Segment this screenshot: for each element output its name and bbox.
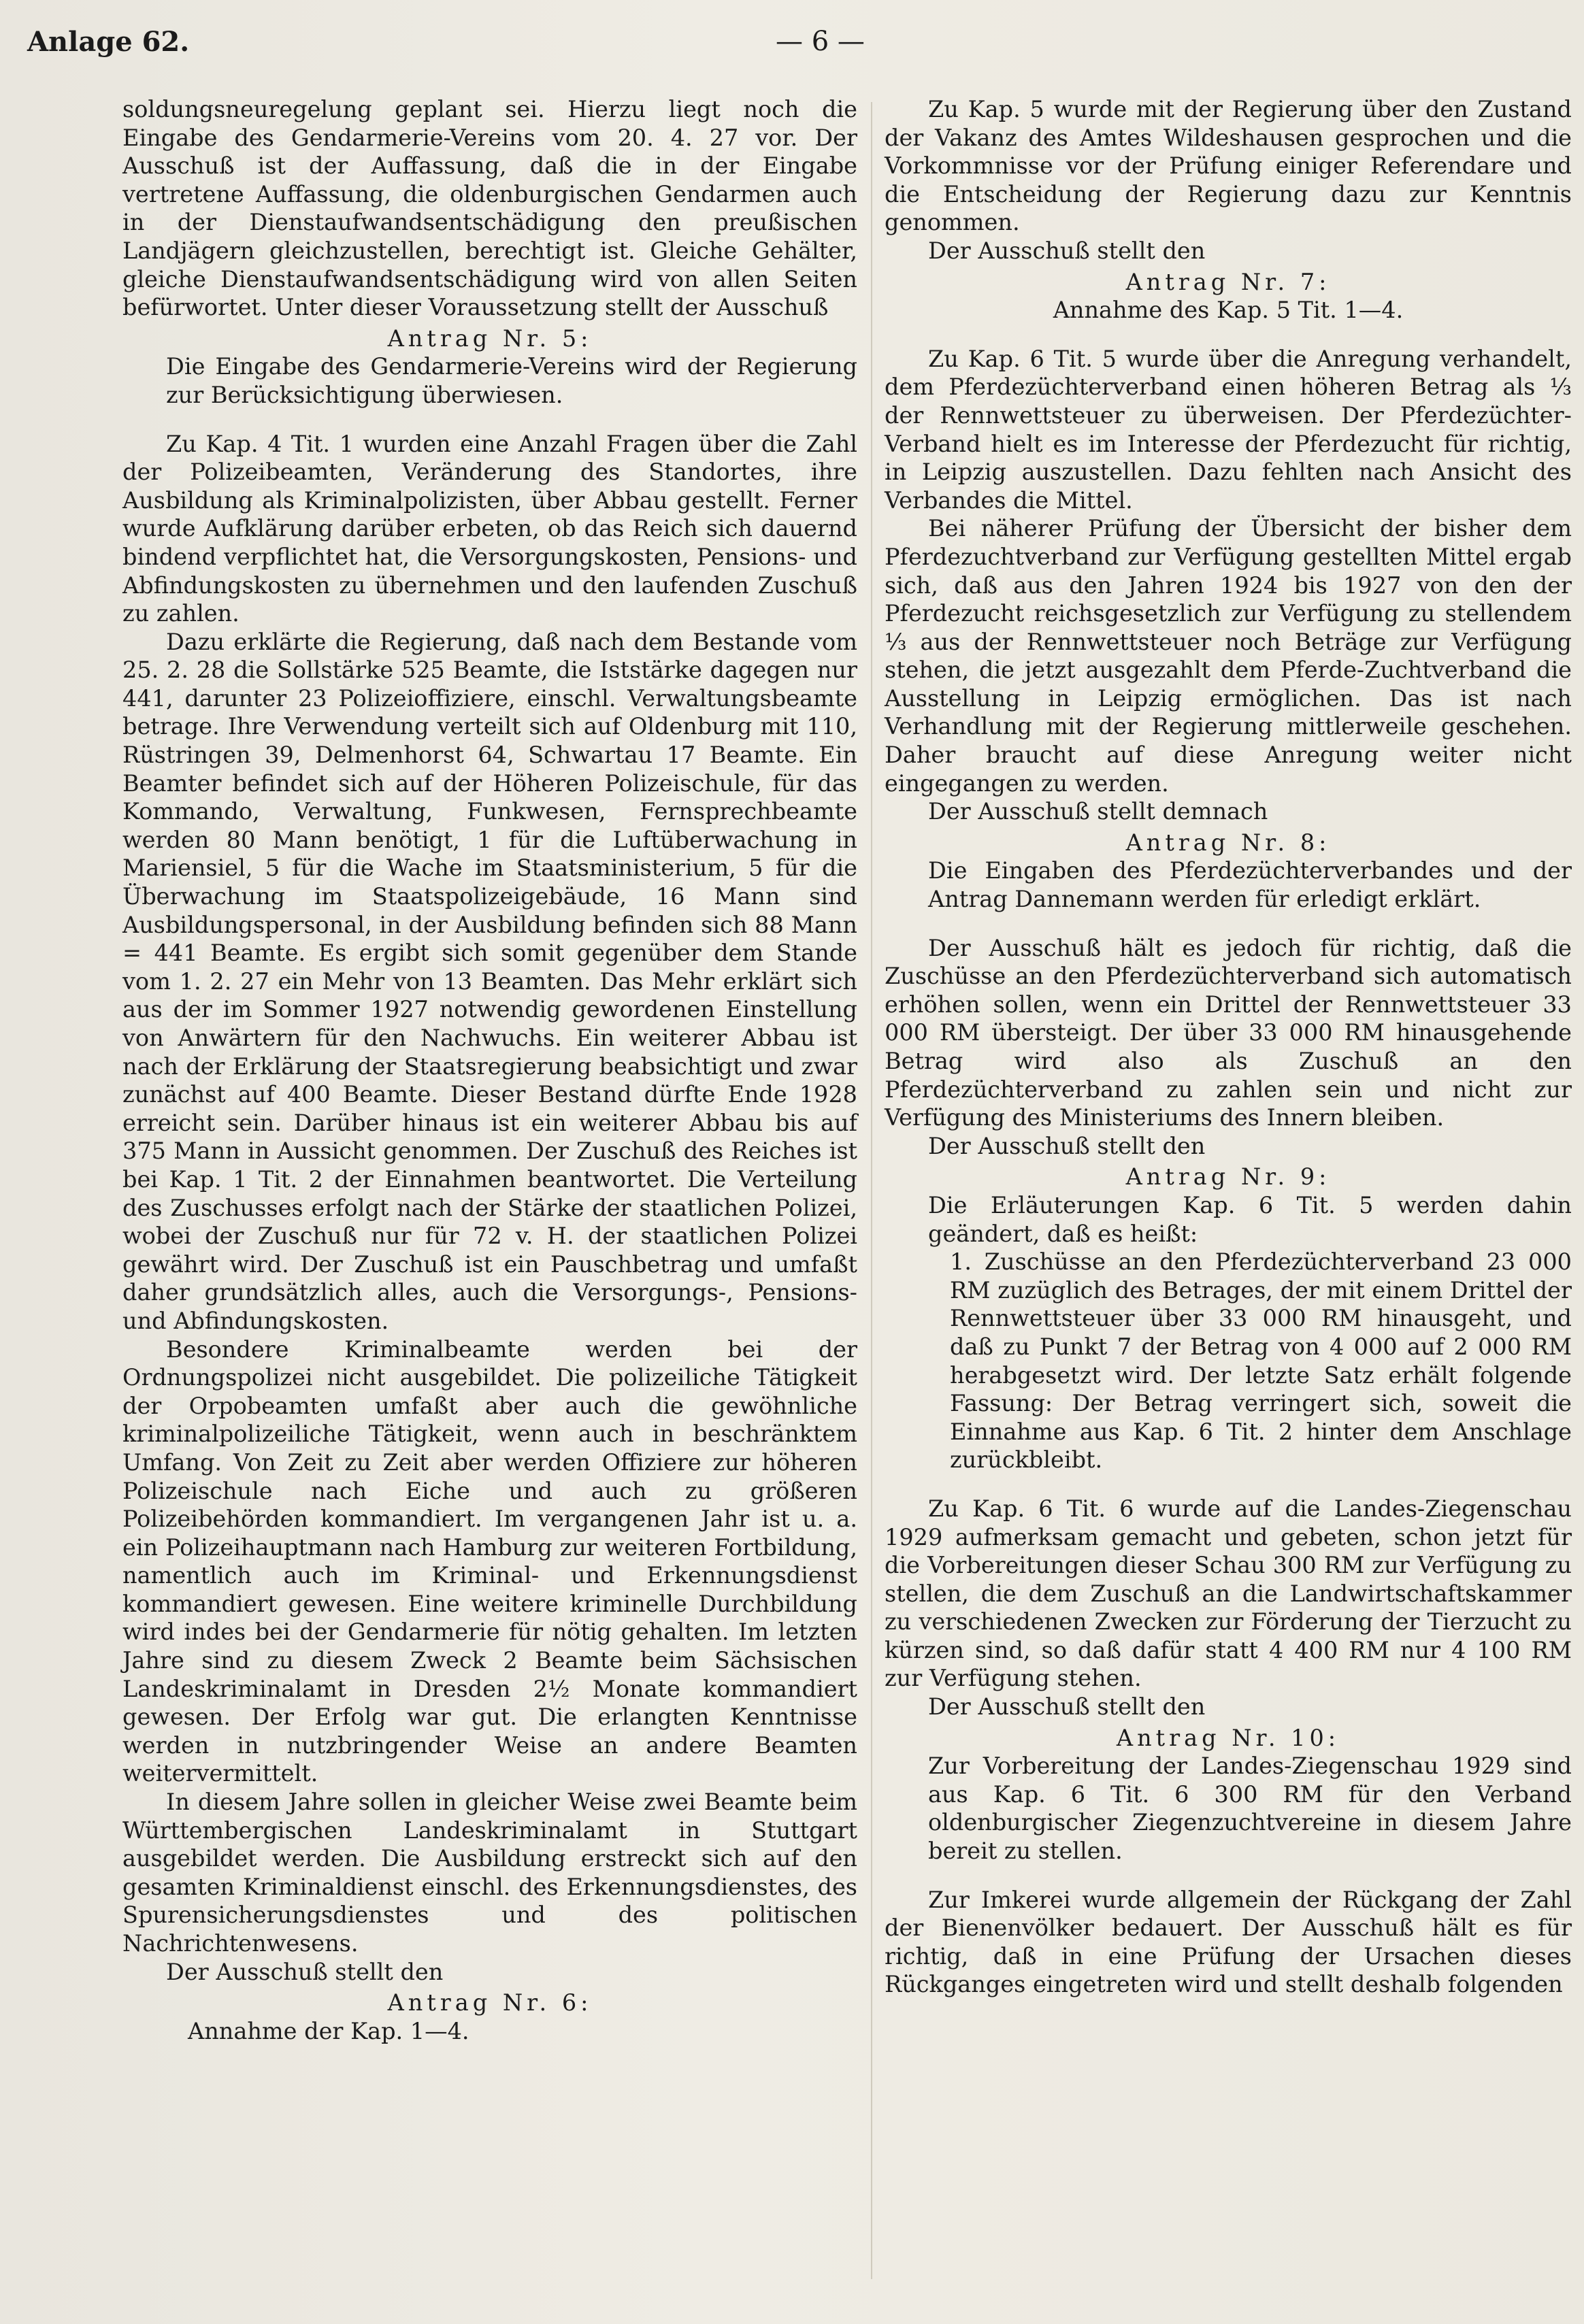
paragraph: Der Ausschuß stellt den <box>928 1132 1206 1159</box>
paragraph: Bei näherer Prüfung der Übersicht der bisher dem Pferdezuchtverband zur Verfügung gestellten Mittel ergab sich, daß aus den Jahren 1924 bis 1927 von den der Pferdezucht reichsgesetzlich zur Verfügung zu stellendem ⅓ aus der Rennwettsteuer noch Beträge zur Verfügung stehen, die jetzt ausgezahlt dem Pferde-Zuchtverband die Ausstellung in Leipzig ermöglichen. Das ist nach Verhandlung mit der Regierung mittlerweile geschehen. Daher braucht auf diese Anregung weiter nicht eingegangen zu werden. <box>885 515 1572 797</box>
paragraph: Zur Imkerei wurde allgemein der Rückgang der Zahl der Bienenvölker bedauert. Der Ausschuß hält es für richtig, daß in eine Prüfung der Ursachen dieses Rückganges eingetreten wird und stellt deshalb folgenden <box>885 1886 1572 1998</box>
paragraph: Zu Kap. 4 Tit. 1 wurden eine Anzahl Fragen über die Zahl der Polizeibeamten, Veränderung des Standortes, ihre Ausbildung als Kriminalpolizisten, über Abbau gestellt. Ferner wurde Aufklärung darüber erbeten, ob das Reich sich dauernd bindend verpflichtet hat, die Versorgungskosten, Pensions- und Abfindungskosten zu übernehmen und den laufenden Zuschuß zu zahlen. <box>122 430 857 627</box>
paragraph: Der Ausschuß stellt den <box>166 1958 444 1985</box>
paragraph: In diesem Jahre sollen in gleicher Weise zwei Beamte beim Württembergischen Landeskriminalamt in Stuttgart ausgebildet werden. Die Ausbildung erstreckt sich auf den gesamten Kriminaldienst einschl. des Erkennungsdienstes, des Spurensicherungsdienstes und des politischen Nachrichtenwesens. <box>122 1789 857 1957</box>
paragraph: Dazu erklärte die Regierung, daß nach dem Bestande vom 25. 2. 28 die Sollstärke 525 Beamte, die Iststärke dagegen nur 441, darunter 23 Polizeioffiziere, einschl. Verwaltungsbeamte betrage. Ihre Verwendung verteilt sich auf Oldenburg mit 110, Rüstringen 39, Delmenhorst 64, Schwartau 17 Beamte. Ein Beamter befindet sich auf der Höheren Polizeischule, für das Kommando, Verwaltung, Funkwesen, Fernsprechbeamte werden 80 Mann benötigt, 1 für die Luftüberwachung in Mariensiel, 5 für die Wache im Staatsministerium, 5 für die Überwachung im Staatspolizeigebäude, 16 Mann sind Ausbildungspersonal, in der Ausbildung befinden sich 88 Mann = 441 Beamte. Es ergibt sich somit gegenüber dem Stande vom 1. 2. 27 ein Mehr von 13 Beamten. Das Mehr erklärt sich aus der im Sommer 1927 notwendig gewordenen Einstellung von Anwärtern für den Nachwuchs. Ein weiterer Abbau ist nach der Erklärung der Staatsregierung beabsichtigt und zwar zunächst auf 400 Beamte. Dieser Bestand dürfte Ende 1928 erreicht sein. Darüber hinaus ist ein weiterer Abbau bis auf 375 Mann in Aussicht genommen. Der Zuschuß des Reiches ist bei Kap. 1 Tit. 2 der Einnahmen beantwortet. Die Verteilung des Zuschusses erfolgt nach der Stärke der staatlichen Polizei, wobei der Zuschuß nur für 72 v. H. der staatlichen Polizei gewährt wird. Der Zuschuß ist ein Pauschbetrag und umfaßt daher grundsätzlich alles, auch die Versorgungs-, Pensions- und Abfindungskosten. <box>122 628 857 1334</box>
page-number: — 6 — <box>776 26 865 57</box>
paragraph: Zu Kap. 5 wurde mit der Regierung über den Zustand der Vakanz des Amtes Wildeshausen gesprochen und die Vorkommnisse vor der Prüfung einiger Referendare und die Entscheidung der Regierung dazu zur Kenntnis genommen. <box>885 96 1572 236</box>
paragraph: soldungsneuregelung geplant sei. Hierzu liegt noch die Eingabe des Gendarmerie-Vereins vom 20. 4. 27 vor. Der Ausschuß ist der Auffassung, daß die in der Eingabe vertretene Auffassung, die oldenburgischen Gendarmen auch in der Dienstaufwandsentschädigung den preußischen Landjägern gleichzustellen, berechtigt ist. Gleiche Gehälter, gleiche Dienstaufwandsentschädigung wird von allen Seiten befürwortet. Unter dieser Voraussetzung stellt der Ausschuß <box>122 96 857 321</box>
motion-text: Annahme des Kap. 5 Tit. 1—4. <box>1053 297 1404 324</box>
motion-heading: Antrag Nr. 6: <box>387 1989 593 2016</box>
motion-list-item: 1. Zuschüsse an den Pferdezüchterverband 23 000 RM zuzüglich des Betrages, der mit einem Drittel der Rennwettsteuer über 33 000 RM hinausgeht, und daß zu Punkt 7 der Betrag von 4 000 auf 2 000 RM herabgesetzt wird. Der letzte Satz erhält folgende Fassung: Der Betrag verringert sich, soweit die Einnahme aus Kap. 6 Tit. 2 hinter dem Anschlage zurückbleibt. <box>950 1248 1572 1474</box>
paragraph: Zu Kap. 6 Tit. 6 wurde auf die Landes-Ziegenschau 1929 aufmerksam gemacht und gebeten, schon jetzt für die Vorbereitungen dieser Schau 300 RM zur Verfügung zu stellen, die dem Zuschuß an die Landwirtschaftskammer zu verschiedenen Zwecken zur Förderung der Tierzucht zu kürzen sind, so daß dafür statt 4 400 RM nur 4 100 RM zur Verfügung stehen. <box>885 1495 1572 1692</box>
column-divider <box>871 102 872 2279</box>
motion-heading: Antrag Nr. 7: <box>1125 268 1331 295</box>
motion-heading: Antrag Nr. 10: <box>1116 1724 1340 1751</box>
motion-text: Die Erläuterungen Kap. 6 Tit. 5 werden dahin geändert, daß es heißt: <box>928 1191 1572 1247</box>
paragraph: Zu Kap. 6 Tit. 5 wurde über die Anregung verhandelt, dem Pferdezüchterverband einen höheren Betrag als ⅓ der Rennwettsteuer zu überweisen. Der Pferdezüchter-Verband hielt es im Interesse der Pferdezucht für richtig, in Leipzig auszustellen. Dazu fehlten nach Ansicht des Verbandes die Mittel. <box>885 345 1572 514</box>
paragraph: Der Ausschuß hält es jedoch für richtig, daß die Zuschüsse an den Pferdezüchterverband sich automatisch erhöhen sollen, wenn ein Drittel der Rennwettsteuer 33 000 RM übersteigt. Der über 33 000 RM hinausgehende Betrag wird also als Zuschuß an den Pferdezüchterverband zu zahlen sein und nicht zur Verfügung des Ministeriums des Innern bleiben. <box>885 934 1572 1131</box>
motion-heading: Antrag Nr. 8: <box>1125 829 1331 856</box>
motion-text: Die Eingaben des Pferdezüchterverbandes und der Antrag Dannemann werden für erledigt erklärt. <box>928 857 1572 913</box>
right-column <box>885 95 1572 1999</box>
motion-heading: Antrag Nr. 5: <box>387 325 593 352</box>
paragraph: Besondere Kriminalbeamte werden bei der Ordnungspolizei nicht ausgebildet. Die polizeiliche Tätigkeit der Orpobeamten umfaßt aber auch die gewöhnliche kriminalpolizeiliche Tätigkeit, wenn auch in beschränktem Umfang. Von Zeit zu Zeit aber werden Offiziere zur höheren Polizeischule nach Eiche und auch zu größeren Polizeibehörden kommandiert. Im vergangenen Jahr ist u. a. ein Polizeihauptmann nach Hamburg zur weiteren Fortbildung, namentlich auch im Kriminal- und Erkennungsdienst kommandiert gewesen. Eine weitere kriminelle Durchbildung wird indes bei der Gendarmerie für nötig gehalten. Im letzten Jahre sind zu diesem Zweck 2 Beamte beim Sächsischen Landeskriminalamt in Dresden 2½ Monate kommandiert gewesen. Der Erfolg war gut. Die erlangten Kenntnisse werden in nutzbringender Weise an andere Beamten weitervermittelt. <box>122 1335 857 1787</box>
paragraph: Der Ausschuß stellt demnach <box>928 798 1268 825</box>
motion-heading: Antrag Nr. 9: <box>1125 1163 1331 1191</box>
motion-text: Zur Vorbereitung der Landes-Ziegenschau 1929 sind aus Kap. 6 Tit. 6 300 RM für den Verband oldenburgischer Ziegenzuchtvereine in diesem Jahre bereit zu stellen. <box>928 1753 1572 1865</box>
paragraph: Der Ausschuß stellt den <box>928 237 1206 264</box>
left-column <box>122 95 857 2045</box>
motion-text: Die Eingabe des Gendarmerie-Vereins wird der Regierung zur Berücksichtigung überwiesen. <box>166 353 857 408</box>
annex-label: Anlage 62. <box>27 26 190 58</box>
motion-text: Annahme der Kap. 1—4. <box>188 2017 469 2044</box>
page-header <box>0 26 1584 73</box>
paragraph: Der Ausschuß stellt den <box>928 1693 1206 1721</box>
